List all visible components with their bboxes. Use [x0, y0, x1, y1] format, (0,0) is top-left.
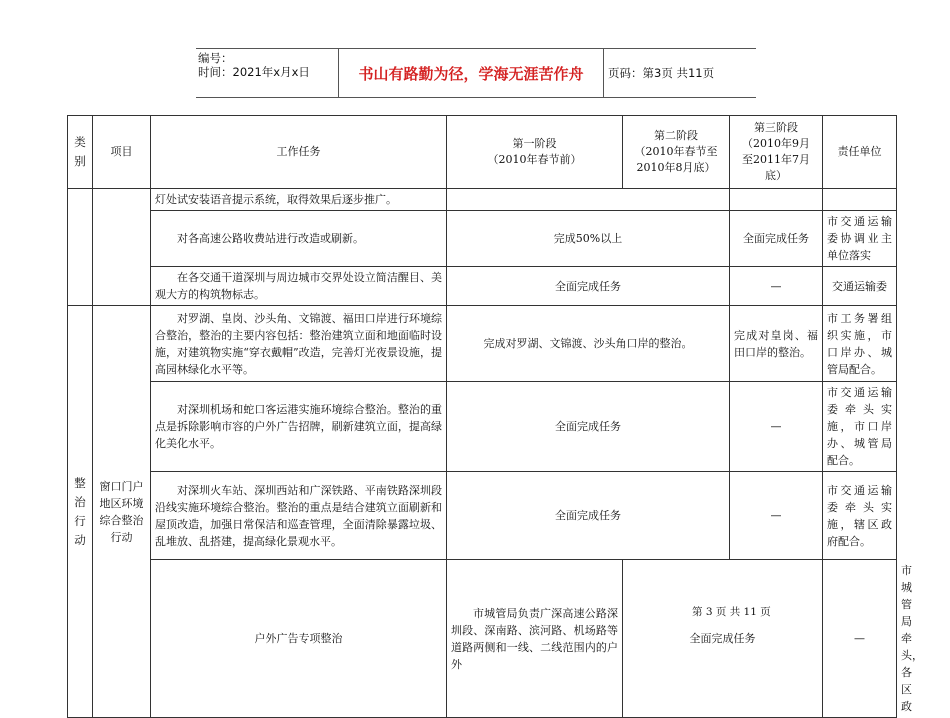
stage12-cell: 全面完成任务 [623, 560, 823, 718]
stage12-cell [447, 189, 730, 211]
work-plan-table [67, 115, 923, 718]
stage12-cell: 全面完成任务 [447, 267, 730, 306]
responsible-cell: 市交通运输委牵头实施，辖区政府配合。 [823, 472, 897, 560]
header-stage2: 第二阶段 （2010年春节至 2010年8月底） [623, 116, 730, 189]
table-row [68, 211, 897, 267]
page-header [196, 48, 756, 98]
task-cell: 在各交通干道深圳与周边城市交界处设立简洁醒目、美观大方的构筑物标志。 [151, 267, 447, 306]
table-row: 户外广告专项整治 市城管局负责广深高速公路深圳段、深南路、滨河路、机场路等道路两侧和一线、二线范围内的户外 全面完成任务 — 市城管局牵头，各区政 [68, 560, 897, 718]
motto: 书山有路勤为径，学海无涯苦作舟 [338, 49, 604, 97]
stage3-cell [730, 189, 823, 211]
header-stage1: 第一阶段 （2010年春节前） [447, 116, 623, 189]
stage3-cell: — [730, 472, 823, 560]
header-task: 工作任务 [151, 116, 447, 189]
task-cell: 对深圳火车站、深圳西站和广深铁路、平南铁路深圳段沿线实施环境综合整治。整治的重点是结合建筑立面刷新和屋顶改造，加强日常保洁和巡查管理，全面清除暴露垃圾、乱堆放、乱搭建，提高绿化景观水平。 [151, 472, 447, 560]
task-cell: 对各高速公路收费站进行改造或刷新。 [151, 211, 447, 267]
responsible-cell: 市交通运输委牵头实施，市口岸办、城管局配合。 [823, 382, 897, 472]
task-cell: 对罗湖、皇岗、沙头角、文锦渡、福田口岸进行环境综合整治，整治的主要内容包括：整治建筑立面和地面临时设施，对建筑物实施“穿衣戴帽”改造，完善灯光夜景设施，提高园林绿化水平等。 [151, 306, 447, 382]
stage12-cell: 全面完成任务 [447, 472, 730, 560]
item-cell-ads: 户外广告专项整治 [151, 560, 447, 718]
table-row [68, 189, 897, 211]
responsible-cell: 市工务署组织实施，市口岸办、城管局配合。 [823, 306, 897, 382]
header-row [68, 116, 897, 189]
category-cell-blank [68, 189, 93, 306]
category-cell: 整治行动 [68, 306, 93, 718]
header-left [198, 51, 338, 79]
stage12-cell: 全面完成任务 [447, 382, 730, 472]
time-label: 时间：2021年x月x日 [198, 65, 310, 79]
table-row [68, 306, 897, 382]
number-label: 编号： [198, 51, 233, 65]
stage3-cell: — [730, 382, 823, 472]
responsible-cell [823, 189, 897, 211]
stage3-cell: 全面完成任务 [730, 211, 823, 267]
table-row [68, 472, 897, 560]
header-item: 项目 [93, 116, 151, 189]
stage12-cell: 完成对罗湖、文锦渡、沙头角口岸的整治。 [447, 306, 730, 382]
responsible-cell: 交通运输委 [823, 267, 897, 306]
table-row [68, 267, 897, 306]
stage3-cell: — [730, 267, 823, 306]
item-cell-blank [93, 189, 151, 306]
stage3-cell: — [823, 560, 897, 718]
table-row [68, 382, 897, 472]
task-cell: 对深圳机场和蛇口客运港实施环境综合整治。整治的重点是拆除影响市容的户外广告招牌，刷新建筑立面，提高绿化美化水平。 [151, 382, 447, 472]
header-stage3: 第三阶段 （2010年9月 至2011年7月 底） [730, 116, 823, 189]
header-category: 类别 [68, 116, 93, 189]
page-label: 页码：第3页 共11页 [608, 66, 715, 80]
page-footer: 第 3 页 共 11 页 [692, 606, 771, 618]
stage12-cell: 完成50%以上 [447, 211, 730, 267]
responsible-cell: 市交通运输委协调业主单位落实 [823, 211, 897, 267]
task-cell: 灯处试安装语音提示系统，取得效果后逐步推广。 [151, 189, 447, 211]
item-cell-window: 窗口门户地区环境综合整治行动 [93, 306, 151, 718]
task-cell: 市城管局负责广深高速公路深圳段、深南路、滨河路、机场路等道路两侧和一线、二线范围内的户外 [447, 560, 623, 718]
stage3-cell: 完成对皇岗、福田口岸的整治。 [730, 306, 823, 382]
header-responsible: 责任单位 [823, 116, 897, 189]
